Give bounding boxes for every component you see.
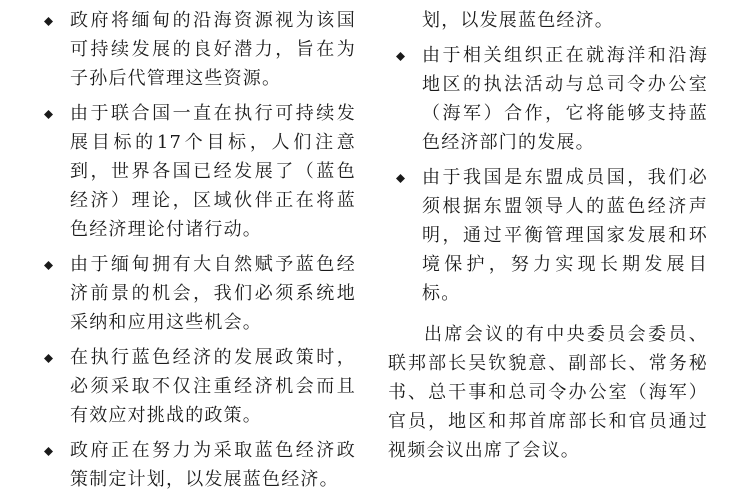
bullet-text: 在执行蓝色经济的发展政策时，必须采取不仅注重经济机会而且有效应对挑战的政策。 xyxy=(70,347,356,426)
diamond-bullet-icon xyxy=(44,354,53,363)
bullet-paragraph xyxy=(36,250,356,337)
diamond-bullet-icon xyxy=(44,17,53,26)
bullet-paragraph xyxy=(388,163,708,308)
bullet-text: 由于我国是东盟成员国，我们必须根据东盟领导人的蓝色经济声明，通过平衡管理国家发展和环境保护，努力实现长期发展目标。 xyxy=(422,167,708,304)
continuation-text: 划，以发展蓝色经济。 xyxy=(422,10,614,31)
diamond-bullet-icon xyxy=(396,52,405,61)
bullet-text: 由于缅甸拥有大自然赋予蓝色经济前景的机会，我们必须系统地采纳和应用这些机会。 xyxy=(70,254,356,333)
bullet-paragraph xyxy=(36,99,356,244)
diamond-bullet-icon xyxy=(44,447,53,456)
diamond-bullet-icon xyxy=(44,110,53,119)
left-column xyxy=(36,6,356,500)
diamond-bullet-icon xyxy=(44,261,53,270)
bullet-paragraph xyxy=(36,436,356,494)
bullet-paragraph xyxy=(388,41,708,157)
closing-paragraph: 出席会议的有中央委员会委员、联邦部长吴钦貌意、副部长、常务秘书、总干事和总司令办公室（海军）官员，地区和邦首席部长和官员通过视频会议出席了会议。 xyxy=(388,324,708,461)
bullet-text: 政府将缅甸的沿海资源视为该国可持续发展的良好潜力，旨在为子孙后代管理这些资源。 xyxy=(70,10,356,89)
bullet-paragraph xyxy=(36,6,356,93)
bullet-text: 政府正在努力为采取蓝色经济政策制定计划，以发展蓝色经济。 xyxy=(70,440,356,490)
diamond-bullet-icon xyxy=(396,174,405,183)
bullet-paragraph xyxy=(36,343,356,430)
bullet-text: 由于相关组织正在就海洋和沿海地区的执法活动与总司令办公室（海军）合作，它将能够支持蓝色经济部门的发展。 xyxy=(422,45,708,153)
bullet-text: 由于联合国一直在执行可持续发展目标的17个目标，人们注意到，世界各国已经发展了（蓝色经济）理论，区域伙伴正在将蓝色经济理论付诸行动。 xyxy=(70,103,356,240)
right-column xyxy=(388,6,708,471)
